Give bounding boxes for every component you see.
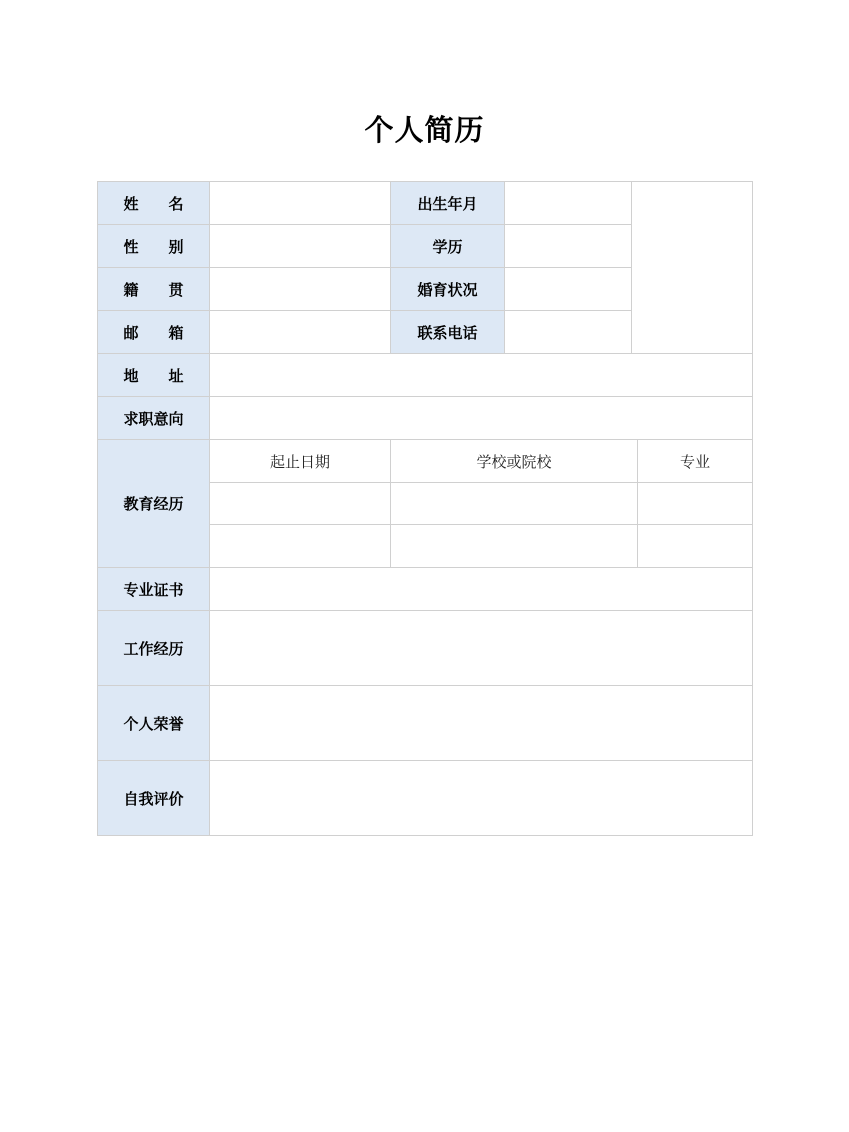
email-field[interactable] [210, 311, 391, 354]
birth-field[interactable] [505, 182, 632, 225]
gender-field[interactable] [210, 225, 391, 268]
certificates-label: 专业证书 [98, 568, 210, 611]
job-intention-field[interactable] [210, 397, 753, 440]
work-history-field[interactable] [210, 611, 753, 686]
education-school-cell[interactable] [391, 483, 638, 525]
education-major-cell[interactable] [638, 525, 753, 568]
gender-label: 性 别 [98, 225, 210, 268]
marital-field[interactable] [505, 268, 632, 311]
honors-field[interactable] [210, 686, 753, 761]
phone-label: 联系电话 [391, 311, 505, 354]
email-label: 邮 箱 [98, 311, 210, 354]
resume-table [97, 181, 753, 836]
education-school-header: 学校或院校 [391, 440, 638, 483]
photo-area[interactable] [632, 182, 753, 354]
name-label: 姓 名 [98, 182, 210, 225]
education-date-cell[interactable] [210, 483, 391, 525]
education-level-label: 学历 [391, 225, 505, 268]
certificates-field[interactable] [210, 568, 753, 611]
education-major-header: 专业 [638, 440, 753, 483]
origin-label: 籍 贯 [98, 268, 210, 311]
work-history-label: 工作经历 [98, 611, 210, 686]
job-intention-label: 求职意向 [98, 397, 210, 440]
education-level-field[interactable] [505, 225, 632, 268]
name-field[interactable] [210, 182, 391, 225]
education-history-label: 教育经历 [98, 440, 210, 568]
education-date-cell[interactable] [210, 525, 391, 568]
address-label: 地 址 [98, 354, 210, 397]
education-school-cell[interactable] [391, 525, 638, 568]
address-field[interactable] [210, 354, 753, 397]
education-major-cell[interactable] [638, 483, 753, 525]
page-title: 个人简历 [364, 113, 485, 147]
honors-label: 个人荣誉 [98, 686, 210, 761]
phone-field[interactable] [505, 311, 632, 354]
self-evaluation-field[interactable] [210, 761, 753, 836]
self-evaluation-label: 自我评价 [98, 761, 210, 836]
education-date-header: 起止日期 [210, 440, 391, 483]
origin-field[interactable] [210, 268, 391, 311]
birth-label: 出生年月 [391, 182, 505, 225]
marital-label: 婚育状况 [391, 268, 505, 311]
